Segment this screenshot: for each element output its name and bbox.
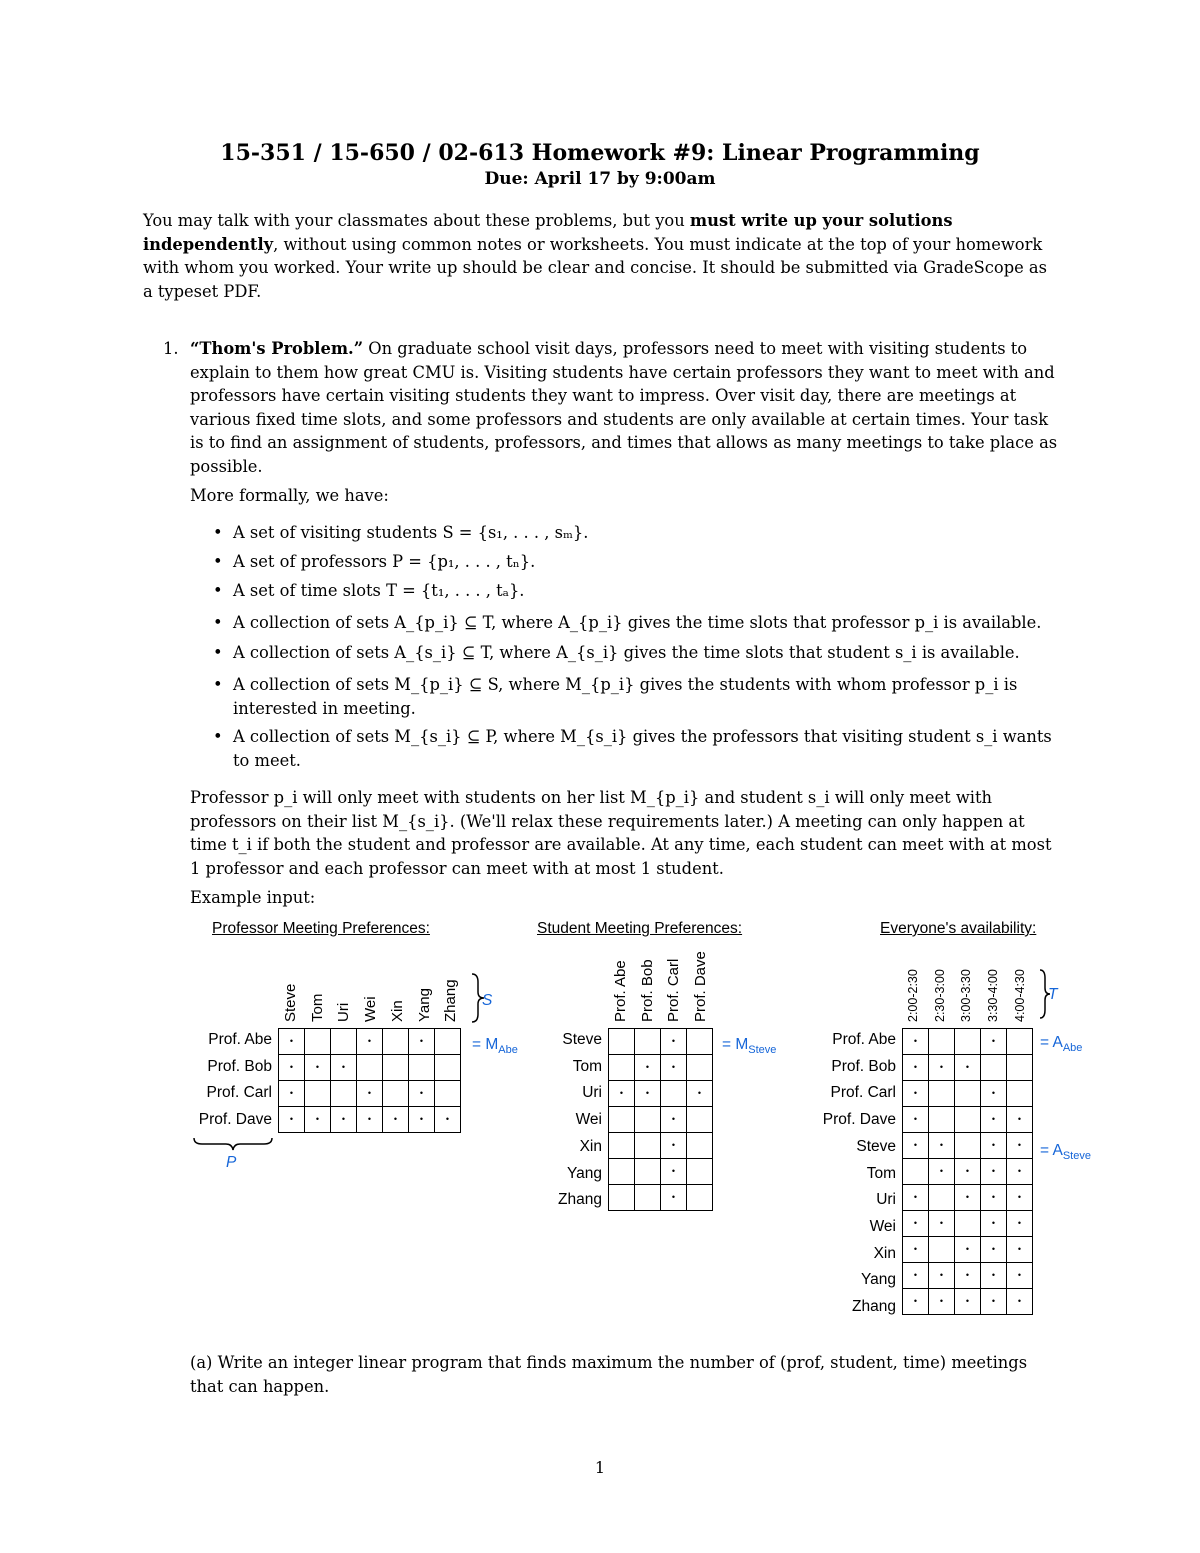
grid-cell: •: [903, 1211, 929, 1237]
intro-paragraph: [143, 209, 1061, 303]
column-label: Prof. Abe: [612, 960, 629, 1022]
grid-row: [903, 1029, 1033, 1055]
grid-cell: •: [1007, 1133, 1033, 1159]
grid-cell: [929, 1029, 955, 1055]
grid-row: [903, 1081, 1033, 1107]
part-a: (a) Write an integer linear program that finds maximum the number of (prof, student, time) meetings that can happen.: [190, 1353, 1028, 1396]
grid-cell: •: [1007, 1237, 1033, 1263]
page-title: 15-351 / 15-650 / 02-613 Homework #9: Linear Programming: [220, 140, 980, 166]
row-label: Wei: [575, 1111, 602, 1129]
grid-cell: •: [357, 1107, 383, 1133]
grid-row: [609, 1133, 713, 1159]
grid-cell: [635, 1133, 661, 1159]
grid-cell: •: [305, 1055, 331, 1081]
grid-cell: •: [903, 1081, 929, 1107]
grid-cell: •: [981, 1237, 1007, 1263]
bullet-icon: •: [213, 675, 223, 694]
grid-cell: [357, 1055, 383, 1081]
grid-cell: [609, 1029, 635, 1055]
eq-a-abe: [1040, 1034, 1082, 1054]
grid-cell: [1007, 1029, 1033, 1055]
grid-cell: •: [929, 1055, 955, 1081]
grid-cell: •: [955, 1185, 981, 1211]
grid-row: [609, 1185, 713, 1211]
grid-cell: [635, 1029, 661, 1055]
grid-cell: •: [1007, 1263, 1033, 1289]
brace-t-label: T: [1048, 986, 1058, 1003]
grid-cell: •: [903, 1055, 929, 1081]
grid-cell: •: [981, 1185, 1007, 1211]
grid-cell: •: [903, 1029, 929, 1055]
brace-p-label: P: [226, 1154, 237, 1171]
grid-cell: •: [661, 1107, 687, 1133]
student-prefs-heading: Student Meeting Preferences:: [537, 920, 743, 937]
grid-cell: [661, 1081, 687, 1107]
grid-cell: •: [609, 1081, 635, 1107]
grid-cell: [383, 1029, 409, 1055]
grid-cell: •: [1007, 1185, 1033, 1211]
grid-cell: [435, 1055, 461, 1081]
bullet-text: A set of visiting students S = {s₁, . . . , sₘ}.: [233, 523, 589, 542]
grid-cell: •: [435, 1107, 461, 1133]
bullet-text: A collection of sets A_{s_i} ⊆ T, where A_{s_i} gives the time slots that student s_i is available.: [233, 643, 1020, 662]
grid-row: [903, 1237, 1033, 1263]
grid-cell: •: [903, 1185, 929, 1211]
grid-cell: [435, 1029, 461, 1055]
grid-cell: •: [635, 1055, 661, 1081]
bullet-icon: •: [213, 523, 223, 542]
bullet-text: A set of professors P = {p₁, . . . , tₙ}.: [233, 552, 536, 571]
grid-cell: [409, 1055, 435, 1081]
row-label: Tom: [866, 1164, 896, 1182]
eq-m-steve: [722, 1036, 776, 1056]
eq-m-abe-symbol: = M: [472, 1036, 499, 1053]
grid-cell: •: [409, 1029, 435, 1055]
grid-cell: •: [929, 1159, 955, 1185]
grid-cell: •: [661, 1133, 687, 1159]
grid-cell: [687, 1029, 713, 1055]
grid-cell: •: [1007, 1159, 1033, 1185]
grid-cell: •: [357, 1081, 383, 1107]
grid-cell: [687, 1055, 713, 1081]
problem-number: 1.: [163, 339, 179, 358]
grid-cell: •: [409, 1081, 435, 1107]
grid-cell: [929, 1237, 955, 1263]
row-label: Zhang: [852, 1298, 896, 1315]
brace-p-icon: [192, 1136, 274, 1152]
row-label: Prof. Bob: [831, 1057, 896, 1075]
column-label: 3:30-4:00: [986, 969, 1001, 1022]
grid-row: [903, 1055, 1033, 1081]
eq-a-steve: [1040, 1142, 1091, 1162]
grid-cell: [331, 1081, 357, 1107]
grid-cell: •: [279, 1029, 305, 1055]
grid-cell: •: [305, 1107, 331, 1133]
row-label: Prof. Dave: [822, 1111, 896, 1129]
grid-cell: •: [981, 1107, 1007, 1133]
grid-cell: •: [981, 1029, 1007, 1055]
grid-row: [609, 1055, 713, 1081]
grid-row: [903, 1263, 1033, 1289]
row-label: Steve: [856, 1137, 896, 1155]
grid-cell: •: [929, 1211, 955, 1237]
grid-cell: •: [981, 1263, 1007, 1289]
column-label: Steve: [282, 983, 299, 1022]
row-label: Prof. Bob: [207, 1057, 272, 1075]
grid-row: [903, 1107, 1033, 1133]
bullet-icon: •: [213, 581, 223, 600]
grid-row: [609, 1159, 713, 1185]
brace-s-label: S: [482, 992, 493, 1009]
row-label: Wei: [869, 1217, 896, 1235]
due-date: Due: April 17 by 9:00am: [484, 169, 716, 189]
grid-cell: [981, 1055, 1007, 1081]
eq-m-abe-sub: Abe: [498, 1044, 518, 1057]
grid-cell: •: [929, 1263, 955, 1289]
column-label: Zhang: [442, 979, 460, 1022]
more-formally: More formally, we have:: [190, 486, 389, 505]
grid-cell: •: [1007, 1289, 1033, 1315]
grid-cell: •: [981, 1133, 1007, 1159]
grid-cell: [1007, 1055, 1033, 1081]
column-label: Tom: [308, 993, 326, 1022]
grid-cell: •: [981, 1159, 1007, 1185]
column-label: Yang: [415, 988, 433, 1022]
grid-cell: •: [661, 1029, 687, 1055]
bullet-text: A collection of sets A_{p_i} ⊆ T, where A_{p_i} gives the time slots that professor p_i is available.: [233, 613, 1042, 632]
grid-row: [903, 1211, 1033, 1237]
grid-cell: [609, 1107, 635, 1133]
grid-cell: •: [687, 1081, 713, 1107]
problem-description: On graduate school visit days, professors need to meet with visiting students to explain to them how great CMU is. Visiting students have certain professors they want to meet with and professors have certain visiting students they want to impress. Over visit day, there are meetings at various fixed time slots, and some professors and students are only available at certain times. Your task is to find an assignment of students, professors, and times that allows as many meetings to take place as possible.: [190, 339, 1058, 476]
grid-cell: •: [1007, 1107, 1033, 1133]
grid-cell: [955, 1133, 981, 1159]
professor-prefs-grid: [278, 1028, 461, 1133]
grid-cell: •: [955, 1237, 981, 1263]
grid-cell: [955, 1107, 981, 1133]
grid-cell: [635, 1159, 661, 1185]
grid-cell: •: [981, 1289, 1007, 1315]
bullet-icon: •: [213, 613, 223, 632]
grid-row: [609, 1081, 713, 1107]
grid-cell: [635, 1107, 661, 1133]
grid-cell: [687, 1185, 713, 1211]
grid-cell: •: [279, 1055, 305, 1081]
grid-cell: •: [981, 1081, 1007, 1107]
grid-cell: [635, 1185, 661, 1211]
column-label: Prof. Bob: [638, 959, 656, 1022]
grid-cell: •: [1007, 1211, 1033, 1237]
column-label: Prof. Carl: [665, 958, 683, 1022]
intro-part2: , without using common notes or worksheets. You must indicate at the top of your homework with whom you worked. Your write up should be clear and concise. It should be submitted via GradeScope as a typeset PDF.: [143, 234, 1047, 301]
row-label: Yang: [860, 1271, 896, 1289]
grid-cell: •: [903, 1289, 929, 1315]
eq-a-steve-sub: Steve: [1062, 1150, 1091, 1163]
grid-cell: [383, 1055, 409, 1081]
grid-cell: •: [955, 1159, 981, 1185]
row-label: Zhang: [558, 1191, 602, 1209]
grid-cell: •: [279, 1081, 305, 1107]
grid-cell: [929, 1081, 955, 1107]
grid-cell: •: [903, 1237, 929, 1263]
grid-cell: [687, 1159, 713, 1185]
grid-cell: [1007, 1081, 1033, 1107]
page-number: 1: [594, 1458, 606, 1477]
eq-m-steve-sub: Steve: [748, 1044, 777, 1057]
problem-1-text: [190, 337, 1061, 478]
grid-cell: •: [955, 1289, 981, 1315]
column-label: Xin: [388, 1000, 406, 1022]
grid-cell: [609, 1055, 635, 1081]
bullet-text: A collection of sets M_{s_i} ⊆ P, where M_{s_i} gives the professors that visiting student s_i wants to meet.: [233, 727, 1052, 770]
column-label: Wei: [362, 996, 380, 1022]
professor-prefs-heading: Professor Meeting Preferences:: [212, 920, 430, 937]
eq-a-abe-symbol: = A: [1040, 1034, 1063, 1051]
grid-cell: [305, 1081, 331, 1107]
intro-bold: must write up your solutions independently: [143, 211, 953, 254]
column-label: 4:00-4:30: [1012, 969, 1027, 1022]
grid-cell: •: [357, 1029, 383, 1055]
grid-row: [279, 1107, 461, 1133]
grid-cell: [609, 1159, 635, 1185]
grid-cell: [929, 1107, 955, 1133]
row-label: Uri: [876, 1191, 896, 1209]
grid-cell: •: [661, 1185, 687, 1211]
grid-cell: [609, 1133, 635, 1159]
column-label: Uri: [335, 1002, 353, 1022]
column-label: 3:00-3:30: [959, 969, 974, 1022]
bullet-icon: •: [213, 643, 223, 662]
grid-row: [903, 1159, 1033, 1185]
example-label: Example input:: [190, 888, 316, 907]
grid-cell: •: [331, 1055, 357, 1081]
row-label: Yang: [566, 1164, 602, 1182]
row-label: Prof. Abe: [832, 1031, 896, 1048]
availability-grid: [902, 1028, 1033, 1315]
grid-cell: •: [635, 1081, 661, 1107]
bullet-icon: •: [213, 727, 223, 746]
row-label: Prof. Abe: [208, 1031, 272, 1048]
grid-row: [279, 1055, 461, 1081]
grid-cell: •: [661, 1159, 687, 1185]
grid-row: [279, 1081, 461, 1107]
column-label: 2:30-3:00: [932, 969, 947, 1022]
student-prefs-grid: [608, 1028, 713, 1211]
grid-row: [609, 1107, 713, 1133]
grid-row: [609, 1029, 713, 1055]
row-label: Xin: [579, 1137, 602, 1155]
column-label: 2:00-2:30: [906, 969, 920, 1022]
grid-cell: •: [929, 1289, 955, 1315]
grid-cell: •: [903, 1263, 929, 1289]
grid-cell: [435, 1081, 461, 1107]
grid-cell: •: [955, 1263, 981, 1289]
row-label: Tom: [572, 1057, 602, 1075]
grid-cell: •: [929, 1133, 955, 1159]
grid-cell: •: [661, 1055, 687, 1081]
grid-cell: [687, 1133, 713, 1159]
grid-row: [279, 1029, 461, 1055]
row-label: Prof. Dave: [198, 1111, 272, 1129]
grid-cell: •: [279, 1107, 305, 1133]
grid-cell: [383, 1081, 409, 1107]
bullet-text: A collection of sets M_{p_i} ⊆ S, where M_{p_i} gives the students with whom professor p_i is interested in meeting.: [233, 675, 1018, 718]
grid-cell: •: [903, 1133, 929, 1159]
eq-a-abe-sub: Abe: [1062, 1042, 1083, 1055]
grid-row: [903, 1185, 1033, 1211]
grid-cell: •: [409, 1107, 435, 1133]
grid-cell: [955, 1211, 981, 1237]
intro-part1: You may talk with your classmates about these problems, but you: [143, 211, 690, 230]
grid-row: [903, 1133, 1033, 1159]
grid-cell: [609, 1185, 635, 1211]
grid-cell: [903, 1159, 929, 1185]
grid-cell: •: [955, 1055, 981, 1081]
bullet-icon: •: [213, 552, 223, 571]
row-label: Xin: [873, 1244, 896, 1262]
grid-cell: •: [981, 1211, 1007, 1237]
eq-a-steve-symbol: = A: [1040, 1142, 1063, 1159]
eq-m-steve-symbol: = M: [722, 1036, 749, 1053]
problem-heading: “Thom's Problem.”: [190, 339, 364, 358]
grid-cell: •: [903, 1107, 929, 1133]
grid-cell: •: [383, 1107, 409, 1133]
column-label: Prof. Dave: [692, 951, 710, 1022]
grid-cell: [305, 1029, 331, 1055]
grid-cell: [955, 1081, 981, 1107]
bullet-text: A set of time slots T = {t₁, . . . , tₐ}.: [233, 581, 525, 600]
grid-cell: [331, 1029, 357, 1055]
grid-cell: [687, 1107, 713, 1133]
grid-cell: [955, 1029, 981, 1055]
grid-row: [903, 1289, 1033, 1315]
row-label: Steve: [562, 1031, 602, 1048]
row-label: Prof. Carl: [830, 1084, 896, 1102]
grid-cell: •: [331, 1107, 357, 1133]
constraints-paragraph: Professor p_i will only meet with students on her list M_{p_i} and student s_i will only meet with professors on their list M_{s_i}. (We'll relax these requirements later.) A meeting can only happen at time t_i if both the student and professor are available. At any time, each student can meet with at most 1 professor and each professor can meet with at most 1 student.: [190, 788, 1052, 878]
availability-heading: Everyone's availability:: [880, 920, 1037, 937]
grid-cell: [929, 1185, 955, 1211]
row-label: Uri: [582, 1084, 602, 1102]
row-label: Prof. Carl: [206, 1084, 272, 1102]
